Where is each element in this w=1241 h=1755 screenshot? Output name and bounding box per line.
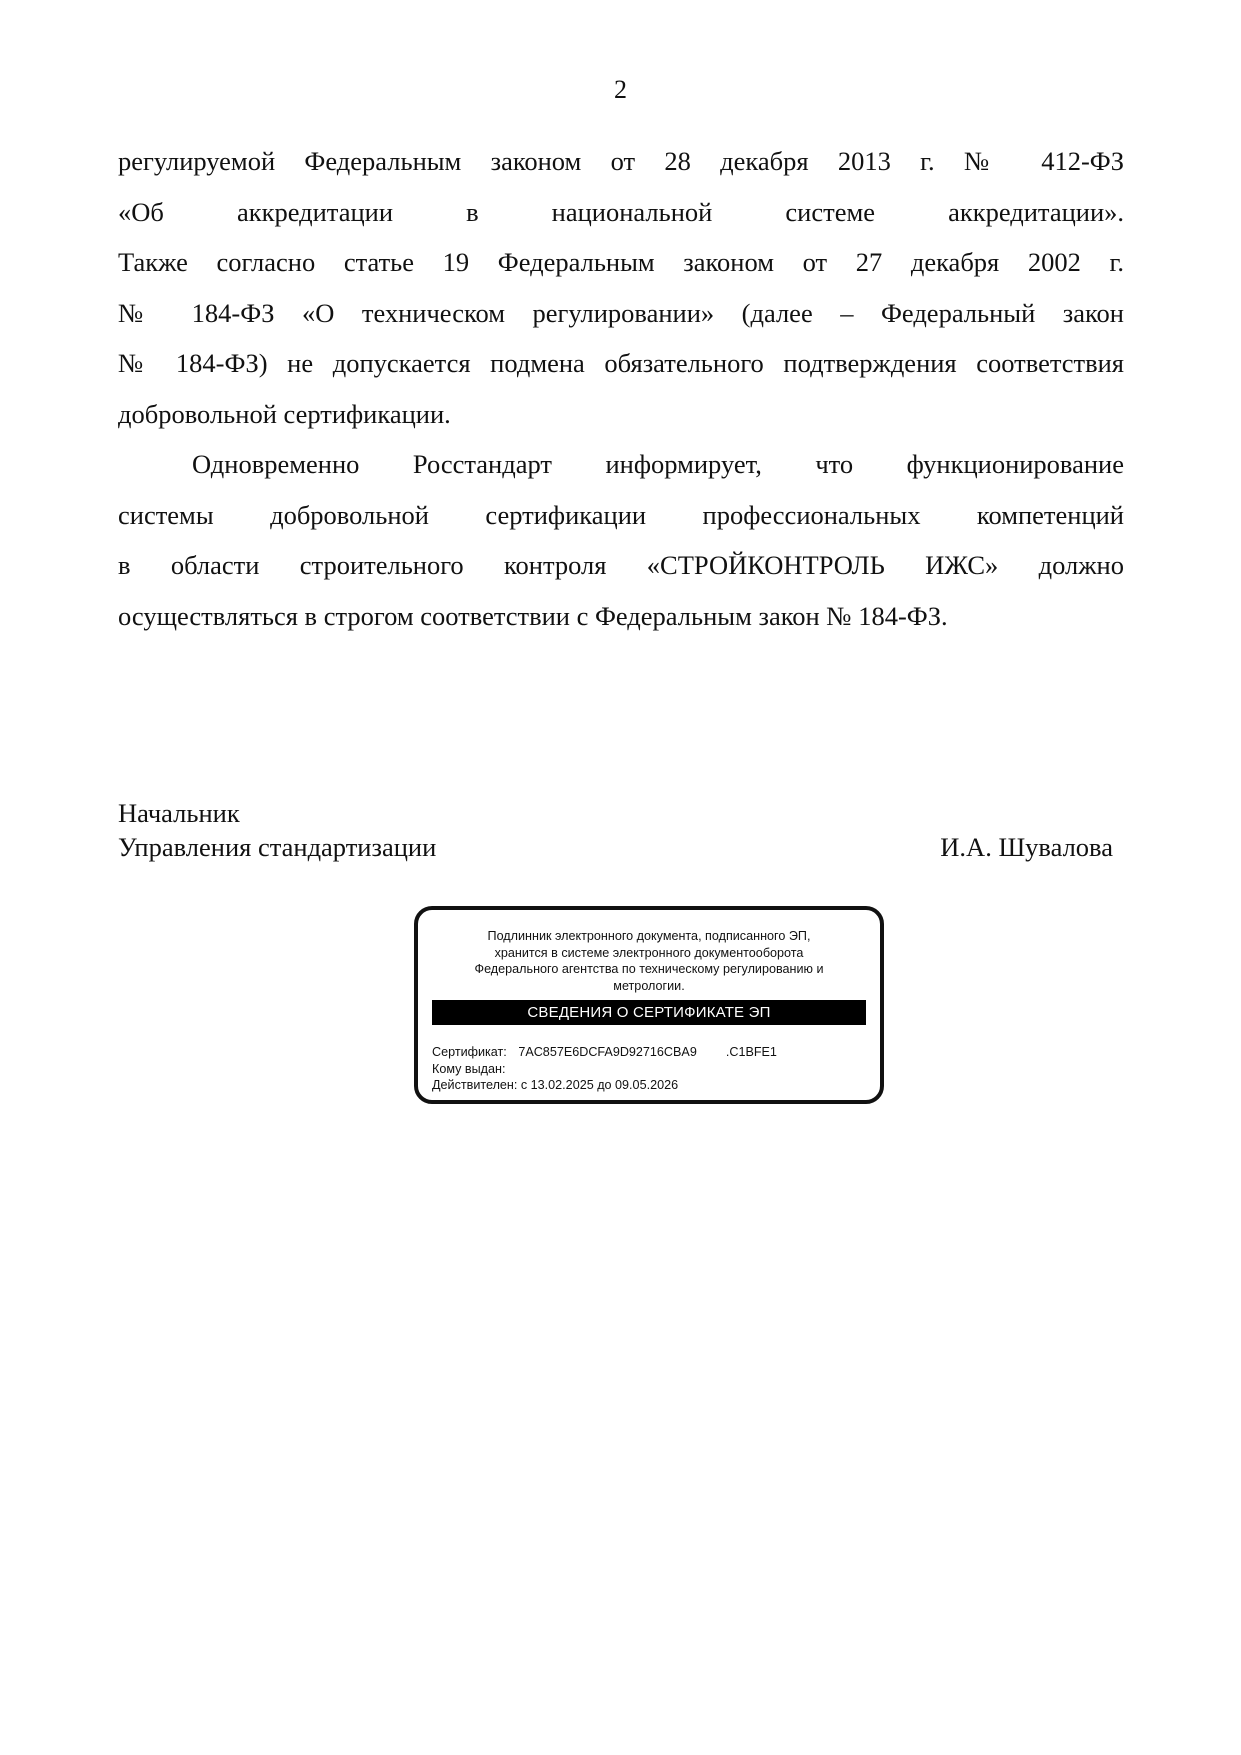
- text-line: системы добровольной сертификации профессиональных компетенций: [118, 499, 1124, 530]
- certificate-id-part2: .C1BFE1: [725, 1045, 777, 1059]
- stamp-banner: СВЕДЕНИЯ О СЕРТИФИКАТЕ ЭП: [432, 1000, 866, 1025]
- text-line: «Об аккредитации в национальной системе аккредитации».: [118, 196, 1124, 227]
- text-line: в области строительного контроля «СТРОЙКОНТРОЛЬ ИЖС» должно: [118, 550, 1124, 580]
- signer-position-line2: Управления стандартизации: [118, 832, 437, 862]
- signature-block: [118, 796, 1113, 864]
- stamp-header-line: хранится в системе электронного документооборота: [494, 945, 804, 960]
- letter-body: [118, 136, 1124, 641]
- issued-to-label: Кому выдан:: [432, 1061, 506, 1076]
- stamp-header: [432, 928, 866, 994]
- paragraph-rosstandart-info: [118, 439, 1124, 641]
- paragraph-accreditation: [118, 136, 1124, 439]
- certificate-row: [432, 1044, 866, 1061]
- stamp-header-line: метрологии.: [613, 978, 685, 993]
- stamp-header-line: Подлинник электронного документа, подписанного ЭП,: [487, 929, 811, 943]
- text-line: Также согласно статье 19 Федеральным законом от 27 декабря 2002 г.: [118, 247, 1124, 277]
- text-line: № 184-ФЗ «О техническом регулировании» (далее – Федеральный закон: [118, 297, 1124, 328]
- stamp-header-line: Федерального агентства по техническому регулированию и: [474, 962, 824, 976]
- electronic-signature-stamp: [414, 906, 884, 1104]
- signer-position-line1: Начальник: [118, 798, 240, 828]
- certificate-id-part1: 7AC857E6DCFA9D92716CBA9: [518, 1045, 697, 1059]
- stamp-certificate-details: [432, 1044, 866, 1094]
- text-line: осуществляться в строгом соответствии с Федеральным закон № 184-ФЗ.: [118, 600, 948, 631]
- text-line: № 184-ФЗ) не допускается подмена обязательного подтверждения соответствия: [118, 348, 1124, 378]
- certificate-label: Сертификат:: [432, 1045, 507, 1059]
- signature-row: [118, 830, 1113, 864]
- text-line: Одновременно Росстандарт информирует, что функционирование: [192, 449, 1124, 479]
- page-number: 2: [614, 75, 627, 104]
- text-line: добровольной сертификации.: [118, 398, 451, 429]
- text-line: регулируемой Федеральным законом от 28 декабря 2013 г. № 412-ФЗ: [118, 146, 1124, 176]
- validity-period: Действителен: с 13.02.2025 до 09.05.2026: [432, 1078, 679, 1092]
- signer-name: И.А. Шувалова: [940, 832, 1113, 862]
